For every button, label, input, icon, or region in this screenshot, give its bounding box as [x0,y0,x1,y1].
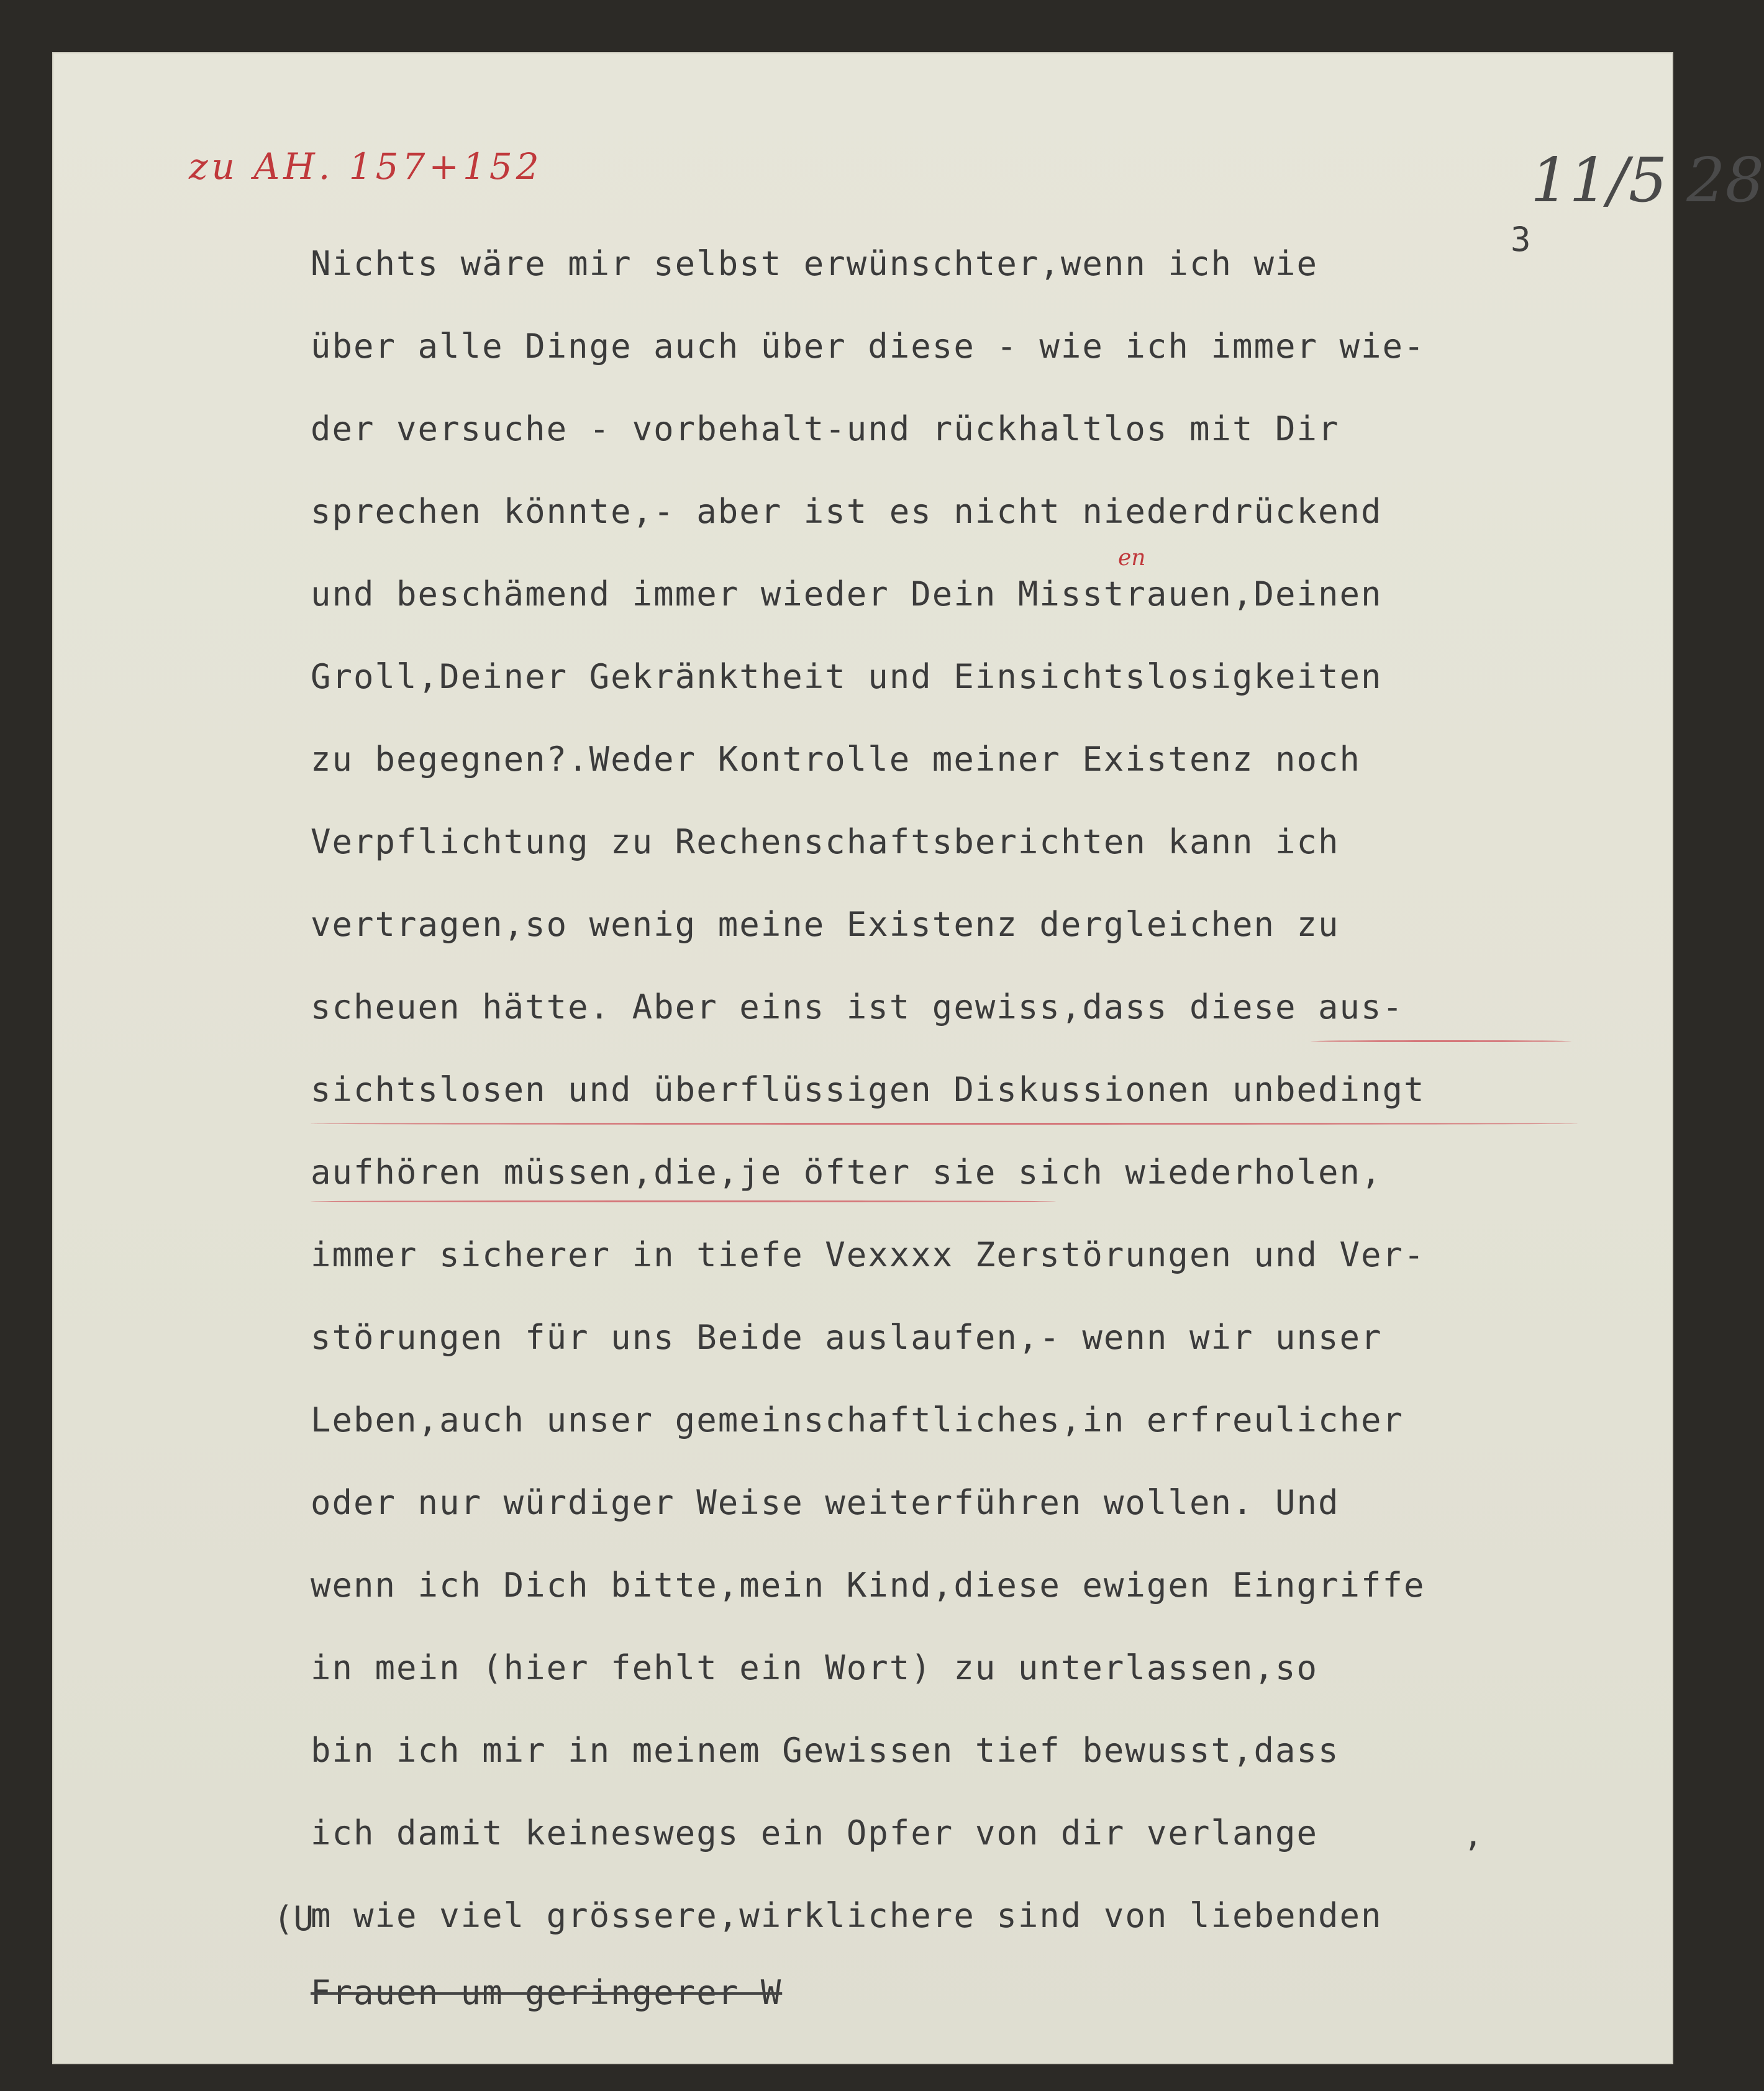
handwritten-date-annotation: 11/5 28 [1530,145,1764,216]
text-line-10: scheuen hätte. Aber eins ist gewiss,dass diese aus- [311,987,1404,1027]
text-line-2: über alle Dinge auch über diese - wie ich immer wie- [311,327,1425,366]
red-underline-3 [311,1200,1056,1202]
text-line-21: m wie viel grössere,wirklichere sind von liebenden [311,1896,1383,1935]
text-line-7: zu begegnen?.Weder Kontrolle meiner Existenz noch [311,740,1362,779]
text-line-16: oder nur würdiger Weise weiterführen wollen. Und [311,1483,1340,1522]
text-line-3: der versuche - vorbehalt-und rückhaltlos mit Dir [311,409,1340,448]
text-line-5: und beschämend immer wieder Dein Misstrauen,Deinen [311,574,1383,614]
inserted-comma: , [1463,1817,1483,1854]
red-underline-2 [311,1123,1578,1125]
text-line-12: aufhören müssen,die,je öfter sie sich wiederholen, [311,1153,1383,1192]
text-line-8: Verpflichtung zu Rechenschaftsberichten kann ich [311,822,1340,861]
text-line-15: Leben,auch unser gemeinschaftliches,in erfreulicher [311,1400,1404,1440]
text-line-4: sprechen könnte,- aber ist es nicht niederdrückend [311,492,1383,531]
text-line-14: störungen für uns Beide auslaufen,- wenn wir unser [311,1318,1383,1357]
handwritten-insertion: en [1118,545,1146,571]
text-line-9: vertragen,so wenig meine Existenz dergleichen zu [311,905,1340,944]
text-line-6: Groll,Deiner Gekränktheit und Einsichtslosigkeiten [311,657,1383,696]
text-line-13: immer sicherer in tiefe Vexxxx Zerstörungen und Ver- [311,1235,1425,1274]
text-line-1: Nichts wäre mir selbst erwünschter,wenn ich wie [311,244,1319,283]
text-line-19: bin ich mir in meinem Gewissen tief bewusst,dass [311,1731,1340,1770]
page-number: 3 [1511,220,1531,259]
margin-bracket-mark: (U [273,1899,314,1938]
struck-text-line: Frauen um geringerer W [311,1973,783,2012]
text-line-20: ich damit keineswegs ein Opfer von dir verlange [311,1813,1319,1853]
red-underline-1 [1311,1040,1571,1042]
text-line-17: wenn ich Dich bitte,mein Kind,diese ewigen Eingriffe [311,1566,1425,1605]
text-line-18: in mein (hier fehlt ein Wort) zu unterlassen,so [311,1648,1319,1687]
text-line-11: sichtslosen und überflüssigen Diskussionen unbedingt [311,1070,1425,1109]
archive-reference-annotation: zu AH. 157+152 [189,145,543,188]
